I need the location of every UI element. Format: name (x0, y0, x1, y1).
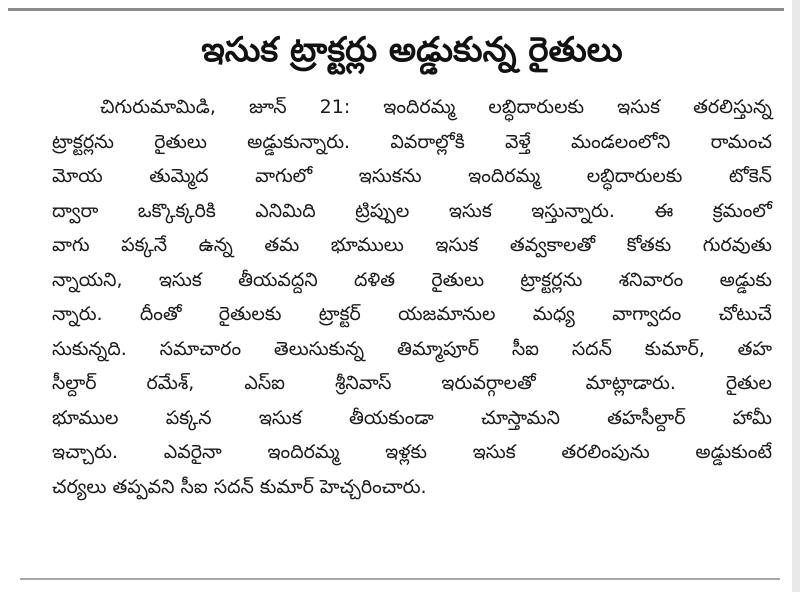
article-line: సీల్దార్ రమేశ్, ఎస్ఐ శ్రీనివాస్ ఇరువర్గాలతో మాట్లాడారు. రైతుల (52, 372, 772, 394)
bottom-divider-rule (20, 578, 780, 580)
article-line: మోయ తుమ్మెద వాగులో ఇసుకను ఇందిరమ్మ లబ్ధిదారులకు టోకెన్ (52, 165, 773, 187)
article-line: చర్యలు తప్పవని సీఐ సదన్ కుమార్ హెచ్చరించారు. (52, 475, 427, 498)
article-line: వాగు పక్కనే ఉన్న తమ భూములు ఇసుక తవ్వకాలతో కోతకు గురవుతు (52, 234, 772, 256)
article-line: న్నారు. దీంతో రైతులకు ట్రాక్టర్ యజమానుల మధ్య వాగ్వాదం చోటుచే (52, 303, 772, 325)
article-line: ట్రాక్టర్లను రైతులు అడ్డుకున్నారు. వివరాల్లోకి వెళ్తే మండలంలోని రామంచ (52, 130, 772, 153)
right-page-border (792, 0, 800, 592)
article-line: న్నాయని, ఇసుక తీయవద్దని దళిత రైతులు ట్రాక్టర్లను శనివారం అడ్డుకు (52, 268, 772, 291)
article-line: భూముల పక్కన ఇసుక తీయకుండా చూస్తామని తహసీల్దార్ హామీ (52, 406, 773, 429)
article-line: చిగురుమామిడి, జూన్ 21: ఇందిరమ్మ లబ్ధిదారులకు ఇసుక తరలిస్తున్న (100, 96, 772, 118)
article-body (52, 90, 772, 504)
article-line: ఇచ్చారు. ఎవరైనా ఇందిరమ్మ ఇళ్లకు ఇసుక తరలింపును అడ్డుకుంటే (52, 441, 772, 463)
article-headline: ఇసుక ట్రాక్టర్లు అడ్డుకున్న రైతులు (201, 30, 623, 70)
top-divider-rule (8, 8, 784, 11)
news-article (52, 28, 772, 504)
article-line: సుకున్నది. సమాచారం తెలుసుకున్న తిమ్మాపూర్ సీఐ సదన్ కుమార్, తహ (52, 337, 772, 360)
article-line: ద్వారా ఒక్కొక్కరికి ఎనిమిది ట్రిప్పుల ఇసుక ఇస్తున్నారు. ఈ క్రమంలో (52, 199, 772, 222)
